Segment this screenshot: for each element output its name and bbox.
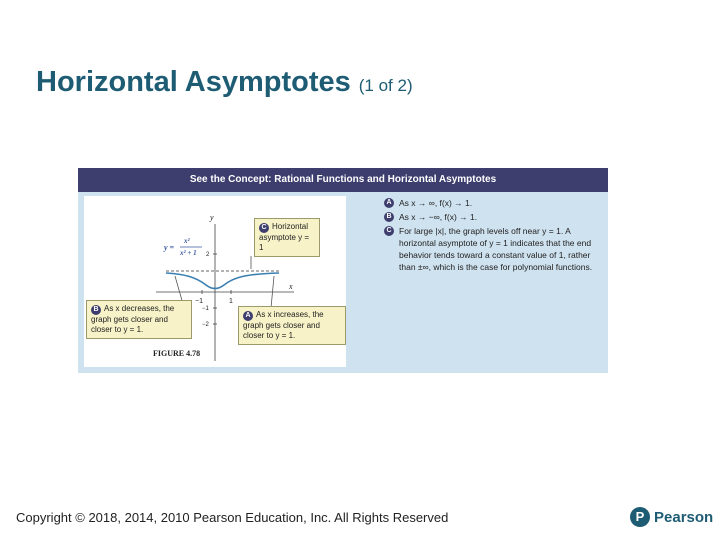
notes-list xyxy=(384,197,606,275)
callout-a-badge: A xyxy=(243,311,253,321)
note-c xyxy=(384,225,606,273)
figure-caption: FIGURE 4.78 xyxy=(153,349,201,358)
callout-b-text: As x decreases, the graph gets closer and closer to y = 1. xyxy=(91,304,175,334)
graph-panel xyxy=(84,196,346,367)
y-tick-label-pos: 2 xyxy=(206,252,210,258)
callout-c xyxy=(254,218,320,257)
callout-a-text: As x increases, the graph gets closer and closer to y = 1. xyxy=(243,310,324,340)
note-a-badge: A xyxy=(384,198,394,208)
x-tick-label-neg: −1 xyxy=(195,298,203,305)
callout-a xyxy=(238,306,346,345)
note-a-text: As x → ∞, f(x) → 1. xyxy=(399,198,473,208)
note-a xyxy=(384,197,606,209)
copyright-notice: Copyright © 2018, 2014, 2010 Pearson Education, Inc. All Rights Reserved xyxy=(16,510,449,525)
callout-c-badge: C xyxy=(259,223,269,233)
note-b-text: As x → −∞, f(x) → 1. xyxy=(399,212,478,222)
note-b-badge: B xyxy=(384,212,394,222)
x-axis-label: x xyxy=(289,282,293,291)
equation-lhs: y = xyxy=(164,243,175,252)
slide-title xyxy=(36,66,413,99)
callout-c-text: Horizontal asymptote y = 1 xyxy=(259,222,310,252)
function-curve xyxy=(166,273,279,289)
callout-b xyxy=(86,300,192,339)
pearson-logo-text: Pearson xyxy=(654,508,714,526)
equation-denominator: x² + 1 xyxy=(180,249,197,257)
y-tick-label-neg2: −2 xyxy=(202,322,209,328)
note-c-badge: C xyxy=(384,226,394,236)
x-tick-label-pos: 1 xyxy=(229,298,233,305)
note-b xyxy=(384,211,606,223)
equation-numerator: x² xyxy=(184,237,190,245)
concept-figure xyxy=(78,168,608,373)
pearson-logo-icon: P xyxy=(630,507,650,527)
slide-title-text: Horizontal Asymptotes xyxy=(36,66,351,98)
slide-subtitle: (1 of 2) xyxy=(358,76,413,95)
figure-header: See the Concept: Rational Functions and Horizontal Asymptotes xyxy=(78,168,608,192)
note-c-text: For large |x|, the graph levels off near y = 1. A horizontal asymptote of y = 1 indicates that the end behavior tends toward a constant value of 1, rather than ±∞, which is the case for polynomial functions. xyxy=(399,226,593,272)
y-tick-label-neg1: −1 xyxy=(202,306,209,312)
pearson-logo xyxy=(630,507,713,527)
y-axis-label: y xyxy=(210,213,214,222)
callout-b-badge: B xyxy=(91,305,101,315)
